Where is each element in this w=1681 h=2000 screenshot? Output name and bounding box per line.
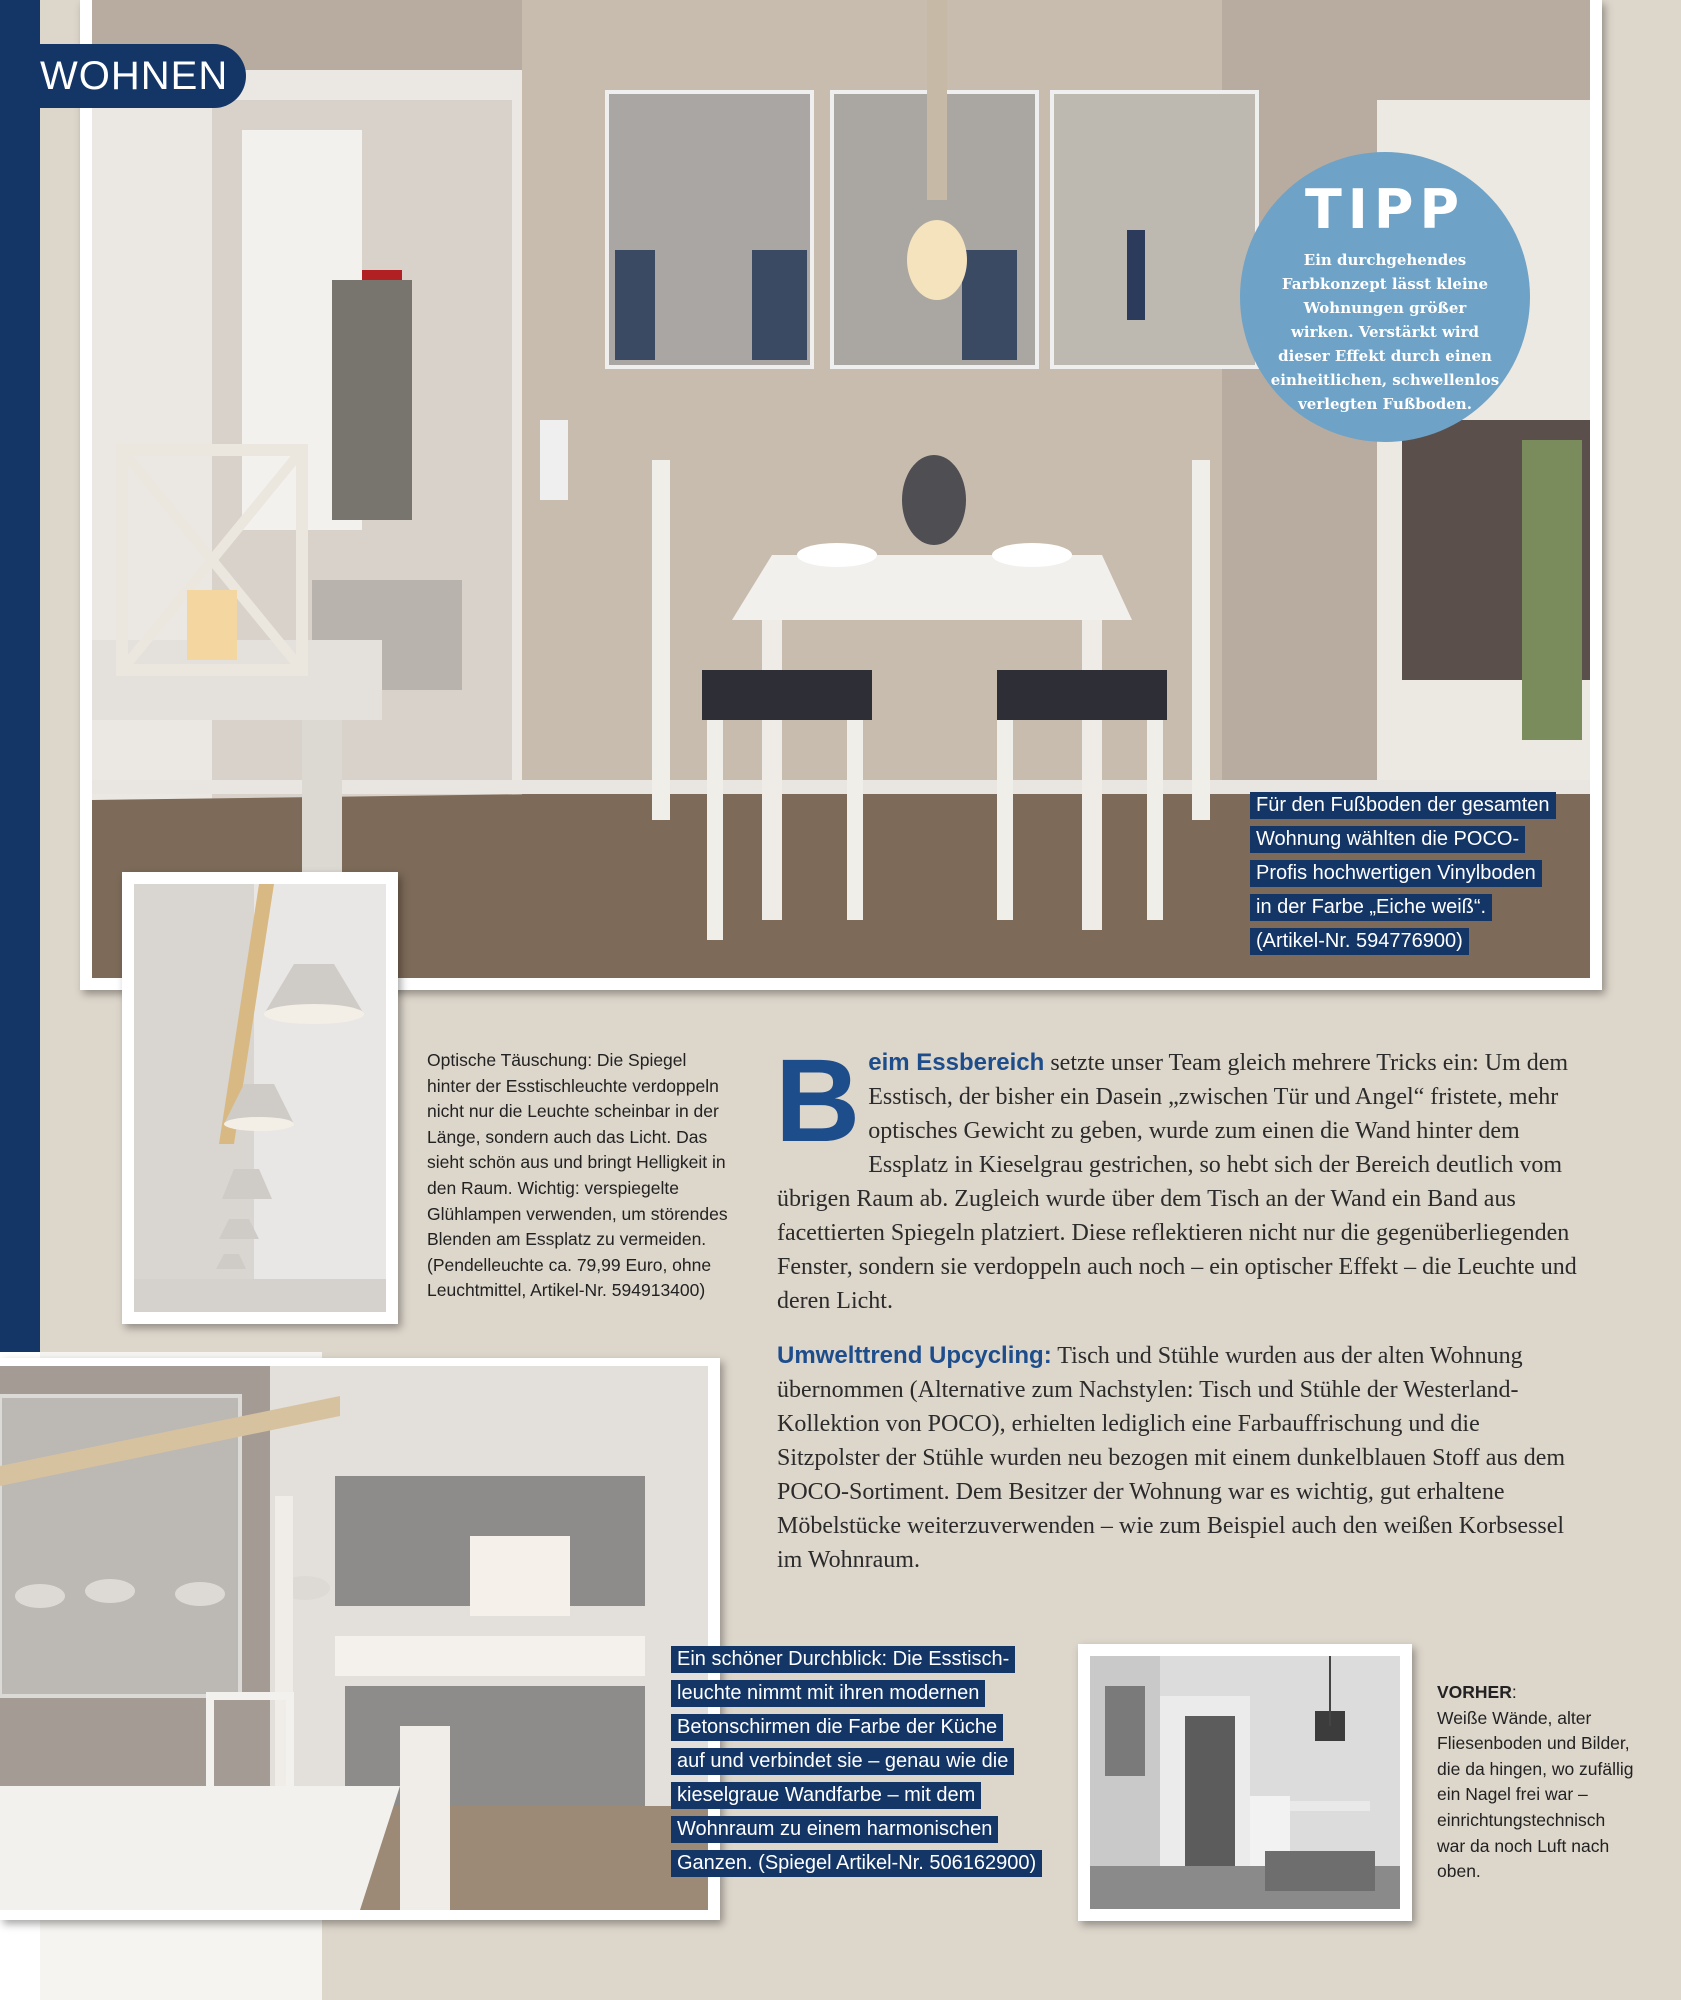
caption-line: (Artikel-Nr. 594776900) — [1250, 928, 1469, 955]
before-caption: VORHER: Weiße Wände, alter Fliesenboden und Bilder, die da hingen, wo zufällig ein Nagel frei war – einrichtungstechnisch war da noch Luft nach oben. — [1437, 1680, 1637, 1885]
paragraph-kicker: eim Essbereich — [868, 1049, 1045, 1076]
caption-line: Für den Fußboden der gesamten — [1250, 792, 1556, 819]
caption-line: Ein schöner Durchblick: Die Esstisch- — [671, 1646, 1015, 1673]
caption-line: Wohnraum zu einem harmonischen — [671, 1816, 998, 1843]
navy-side-bar — [0, 0, 40, 1352]
floor-caption — [1250, 788, 1610, 958]
lamp-caption: Optische Täuschung: Die Spiegel hinter der Esstischleuchte verdoppeln nicht nur die Leuchte scheinbar in der Länge, sondern auch das Licht. Das sieht schön aus und bringt Helligkeit in den Raum. Wichtig: verspiegelte Glühlampen verwenden, um störendes Blenden am Essplatz zu vermeiden. (Pendelleuchte ca. 79,99 Euro, ohne Leuchtmittel, Artikel-Nr. 594913400) — [427, 1050, 728, 1301]
article-paragraph-1 — [775, 1035, 1587, 1318]
article-paragraph-2 — [777, 1339, 1587, 1577]
before-photo — [1090, 1656, 1400, 1909]
section-label: WOHNEN — [40, 54, 229, 98]
section-label-tab — [40, 44, 246, 108]
tipp-circle — [1240, 152, 1530, 442]
paragraph-kicker: Umwelttrend Upcycling: — [777, 1342, 1052, 1369]
tipp-text: Ein durchgehendes Farbkonzept lässt kleine Wohnungen größer wirken. Verstärkt wird dieser Effekt durch einen einheitlichen, schwellenlos verlegten Fußboden. — [1270, 251, 1500, 413]
article-body — [775, 1035, 1587, 1577]
pendant-lamp-photo — [134, 884, 386, 1312]
paragraph-text: Tisch und Stühle wurden aus der alten Wohnung übernommen (Alternative zum Nachstylen: Tisch und Stühle der Westerland-Kollektion von POCO), erhielten lediglich eine Farbauffrischung und die Sitzpolster der Stühle wurden neu bezogen mit einem dunkelblauen Stoff aus dem POCO-Sortiment. Dem Besitzer der Wohnung war es wichtig, gut erhaltene Möbelstücke weiterzuverwenden – wie zum Beispiel auch den weißen Korbsessel im Wohnraum. — [777, 1343, 1566, 1573]
tipp-title: TIPP — [1304, 178, 1466, 241]
caption-line: in der Farbe „Eiche weiß“. — [1250, 894, 1492, 921]
kitchen-illustration — [0, 1366, 708, 1910]
caption-line: Ganzen. (Spiegel Artikel-Nr. 506162900) — [671, 1850, 1042, 1877]
before-label: VORHER — [1437, 1682, 1512, 1702]
before-text: Weiße Wände, alter Fliesenboden und Bilder, die da hingen, wo zufällig ein Nagel frei war – einrichtungstechnisch war da noch Luft nach oben. — [1437, 1707, 1634, 1882]
kitchen-caption — [671, 1642, 1051, 1880]
paragraph-text: setzte unser Team gleich mehrere Tricks ein: Um dem Esstisch, der bisher ein Dasein „zwischen Tür und Angel“ fristete, mehr optisches Gewicht zu geben, wurde zum einen die Wand hinter dem Essplatz in Kieselgrau gestrichen, so hebt sich der Bereich deutlich vom übrigen Raum ab. Zugleich wurde über dem Tisch an der Wand ein Band aus facettierten Spiegeln platziert. Diese reflektieren nicht nur die gegenüberliegenden Fenster, sondern sie verdoppeln auch noch – ein optischer Effekt – die Leuchte und deren Licht. — [777, 1050, 1577, 1314]
caption-line: auf und verbindet sie – genau wie die — [671, 1748, 1014, 1775]
caption-line: leuchte nimmt mit ihren modernen — [671, 1680, 985, 1707]
caption-line: Wohnung wählten die POCO- — [1250, 826, 1525, 853]
caption-line: Betonschirmen die Farbe der Küche — [671, 1714, 1003, 1741]
pendant-lamp-illustration — [134, 884, 386, 1312]
caption-line: kieselgraue Wandfarbe – mit dem — [671, 1782, 981, 1809]
caption-line: Profis hochwertigen Vinylboden — [1250, 860, 1542, 887]
before-illustration — [1090, 1656, 1400, 1909]
kitchen-photo — [0, 1366, 708, 1910]
drop-cap: B — [775, 1035, 861, 1167]
